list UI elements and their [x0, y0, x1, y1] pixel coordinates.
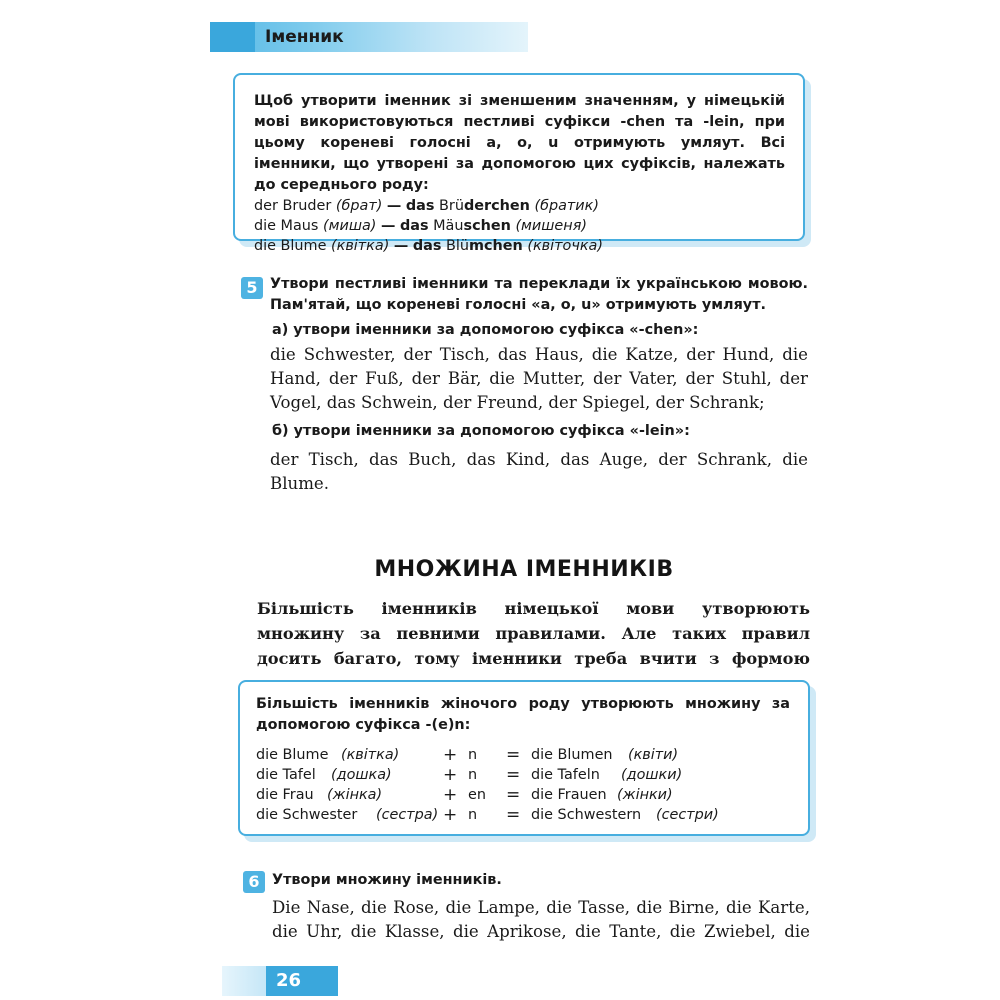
page-title: Іменник	[265, 27, 344, 47]
task-5-part-a-words: die Schwester, der Tisch, das Haus, die Katze, der Hund, die Hand, der Fuß, der Bär, die Mutter, der Vater, der Stuhl, der Vogel, das Schwein, der Freund, der Spiegel, der Schrank;	[270, 345, 808, 412]
task-5-part-b-words: der Tisch, das Buch, das Kind, das Auge, der Schrank, die Blume.	[270, 450, 808, 493]
plural-row: die Schwester (сестра) + n = die Schwestern (сестри)	[256, 805, 719, 825]
task-6-words: Die Nase, die Rose, die Lampe, die Tasse, die Birne, die Karte, die Uhr, die Klasse, die Aprikose, die Tante, die Zwiebel, die	[272, 898, 810, 941]
section-heading: МНОЖИНА ІМЕННИКІВ	[374, 557, 674, 582]
header-bar	[210, 22, 528, 52]
header-accent	[210, 22, 255, 52]
task-5-part-b-label: б) утвори іменники за допомогою суфікса «-lein»:	[272, 423, 690, 439]
task-5-part-a-label: а) утвори іменники за допомогою суфікса «-chen»:	[272, 322, 699, 338]
plural-row: die Blume (квітка) + n = die Blumen (квіти)	[256, 745, 679, 765]
plural-rule-box	[238, 680, 810, 836]
example-line: der Bruder (брат) — das Brüderchen (братик)	[254, 198, 599, 214]
diminutive-examples	[254, 196, 785, 256]
diminutive-rule-box	[233, 73, 805, 254]
task-5-instruction: Утвори пестливі іменники та переклади їх українською мовою. Пам'ятай, що кореневі голосні «а, о, u» отримують умляут.	[270, 276, 808, 313]
section-intro-text: Більшість іменників німецької мови утворюють множину за певними правилами. Але таких правил досить багато, тому іменники треба вчити з формою	[257, 599, 810, 668]
task-5-number-badge: 5	[241, 277, 263, 299]
plural-row: die Frau (жінка) + en = die Frauen (жінки)	[256, 785, 673, 805]
plural-examples-table	[256, 745, 790, 825]
task-6-instruction: Утвори множину іменників.	[272, 872, 502, 888]
example-line: die Maus (миша) — das Mäuschen (мишеня)	[254, 218, 587, 234]
diminutive-rule-text: Щоб утворити іменник зі зменшеним значенням, у німецькій мові використовуються пестливі суфікси -chen та -lein, при цьому кореневі голосні a, o, u отримують умляут. Всі іменники, що утворені за допомогою цих суфіксів, належать до середнього роду:	[254, 93, 785, 193]
plural-row: die Tafel (дошка) + n = die Tafeln (дошки)	[256, 765, 683, 785]
example-line: die Blume (квітка) — das Blümchen (квіточка)	[254, 238, 603, 254]
task-6-number-badge: 6	[243, 871, 265, 893]
page-number: 26	[266, 966, 338, 996]
plural-rule-text: Більшість іменників жіночого роду утворюють множину за допомогою суфікса -(e)n:	[256, 696, 790, 733]
